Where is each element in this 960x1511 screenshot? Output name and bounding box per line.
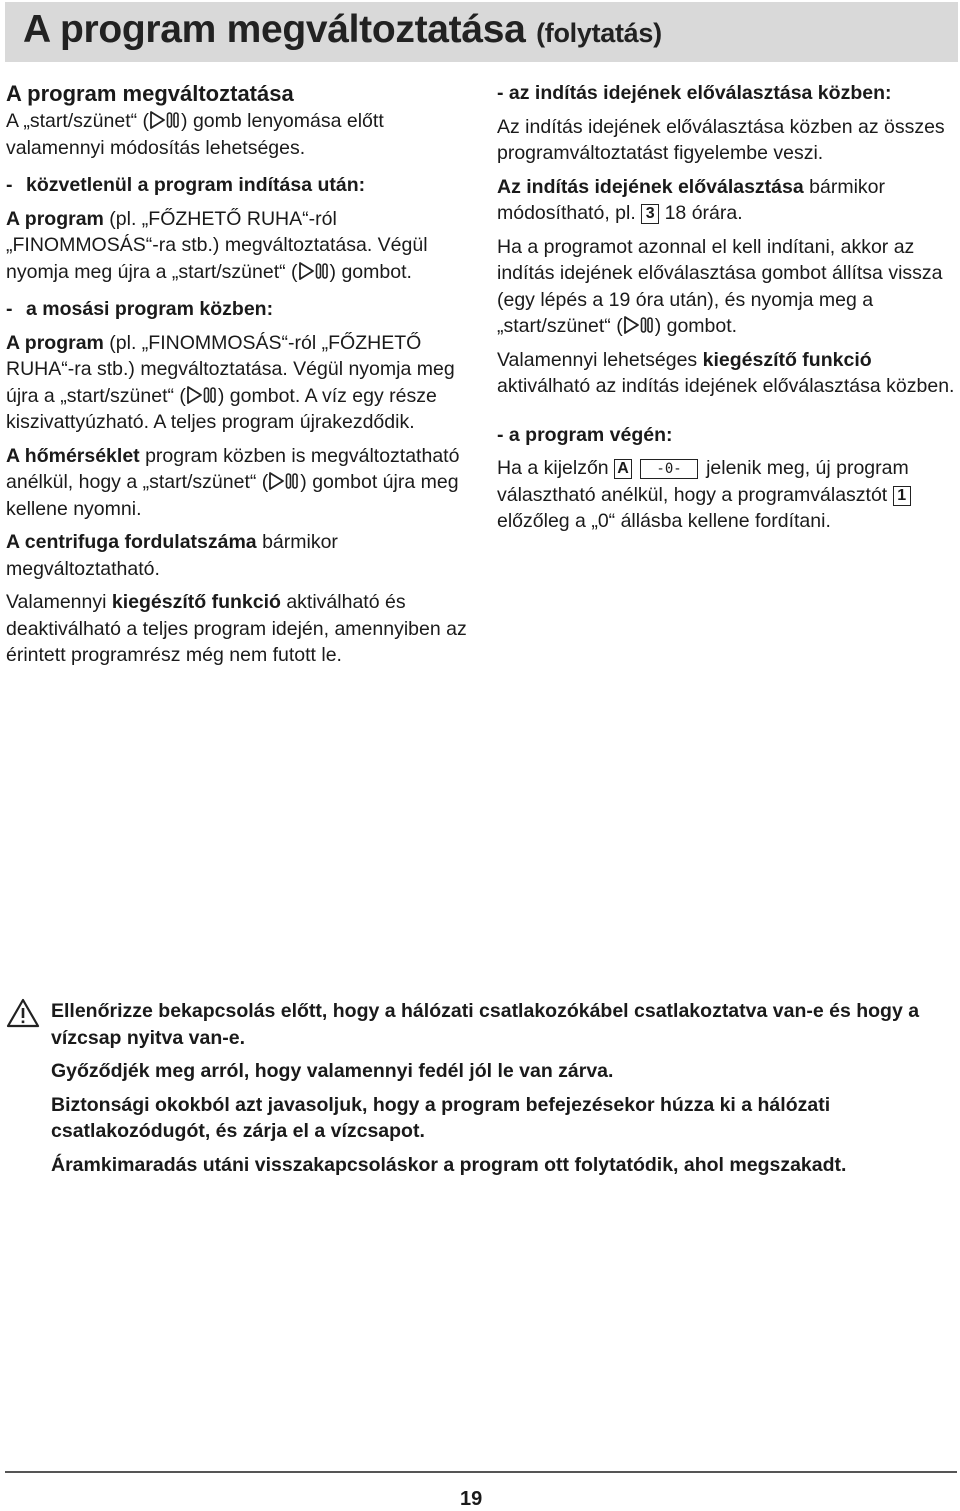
temperature-paragraph: A hőmérséklet program közben is megváltoztatható anélkül, hogy a „start/szünet“ ( ) gombot újra meg kellene nyomni. xyxy=(6,444,460,520)
subsection-heading-during-wash: - a mosási program közben: xyxy=(6,298,274,320)
intro-paragraph: A „start/szünet“ ( ) gomb lenyomása előtt valamennyi módosítás lehetséges. xyxy=(6,110,384,159)
start-pause-icon xyxy=(268,471,300,491)
page-number: 19 xyxy=(460,1488,483,1510)
program-selector-label: 1 xyxy=(893,486,911,506)
left-column xyxy=(6,80,476,669)
after-start-paragraph: A program (pl. „FŐZHETŐ RUHA“-ról „FINOMMOSÁS“-ra stb.) megváltoztatása. Végül nyomja meg újra a „start/szünet“ ( ) gombot. xyxy=(6,207,428,283)
spin-speed-paragraph: A centrifuga fordulatszáma bármikor megváltoztatható. xyxy=(6,531,338,580)
page-title xyxy=(23,8,662,52)
warning-item: Győződjék meg arról, hogy valamennyi fedél jól le van zárva. xyxy=(51,1060,614,1082)
subsection-heading-end: - a program végén: xyxy=(497,423,673,446)
warning-item: Biztonsági okokból azt javasoljuk, hogy a program befejezésekor húzza ki a hálózati csatlakozódugót, és zárja el a vízcsapot. xyxy=(51,1093,831,1142)
delay-options-paragraph: Valamennyi lehetséges kiegészítő funkció aktiválható az indítás idejének előválasztása közben. xyxy=(497,348,955,397)
section-heading: A program megváltoztatása xyxy=(6,81,294,106)
page-header xyxy=(5,2,958,62)
warning-item: Áramkimaradás utáni visszakapcsoláskor a program ott folytatódik, ahol megszakadt. xyxy=(51,1153,847,1176)
warning-triangle-icon xyxy=(6,998,40,1028)
delay-intro-paragraph: Az indítás idejének előválasztása közben az összes programváltoztatást figyelembe veszi. xyxy=(497,115,945,164)
delay-modify-paragraph: Az indítás idejének előválasztása bármikor módosítható, pl. 3 18 órára. xyxy=(497,175,885,224)
start-pause-icon xyxy=(298,261,330,281)
subsection-heading-after-start: - közvetlenül a program indítása után: xyxy=(6,174,366,196)
start-pause-icon xyxy=(149,110,181,130)
display-readout: -0- xyxy=(640,459,698,479)
start-pause-icon xyxy=(186,385,218,405)
delay-button-label: 3 xyxy=(641,204,659,224)
immediate-start-paragraph: Ha a programot azonnal el kell indítani, akkor az indítás idejének előválasztása gombot állítsa vissza (egy lépés a 19 óra után), és nyomja meg a „start/szünet“ ( ) gombot. xyxy=(497,235,943,337)
warning-item: Ellenőrizze bekapcsolás előtt, hogy a hálózati csatlakozókábel csatlakoztatva van-e és hogy a vízcsap nyitva van-e. xyxy=(51,1000,920,1049)
footer-divider xyxy=(5,1471,957,1473)
options-paragraph: Valamennyi kiegészítő funkció aktiválható és deaktiválható a teljes program idején, amennyiben az érintett programrész még nem futott le. xyxy=(6,591,467,666)
display-label-box: A xyxy=(614,459,632,479)
start-pause-icon xyxy=(623,315,655,335)
warning-text xyxy=(51,998,951,1178)
right-column xyxy=(497,80,957,535)
page-title-main: A program megváltoztatása xyxy=(23,8,526,51)
subsection-heading-delay: - az indítás idejének előválasztása közben: xyxy=(497,82,892,104)
page-title-sub: (folytatás) xyxy=(536,18,662,48)
during-wash-paragraph: A program (pl. „FINOMMOSÁS“-ról „FŐZHETŐ RUHA“-ra stb.) megváltoztatása. Végül nyomja meg újra a „start/szünet“ ( ) gombot. A víz egy része kiszivattyúzható. A teljes program újrakezdődik. xyxy=(6,331,455,433)
end-paragraph: Ha a kijelzőn A -0- jelenik meg, új program választható anélkül, hogy a programválasztót 1 előzőleg a „0“ állásba kellene fordítani. xyxy=(497,457,909,532)
